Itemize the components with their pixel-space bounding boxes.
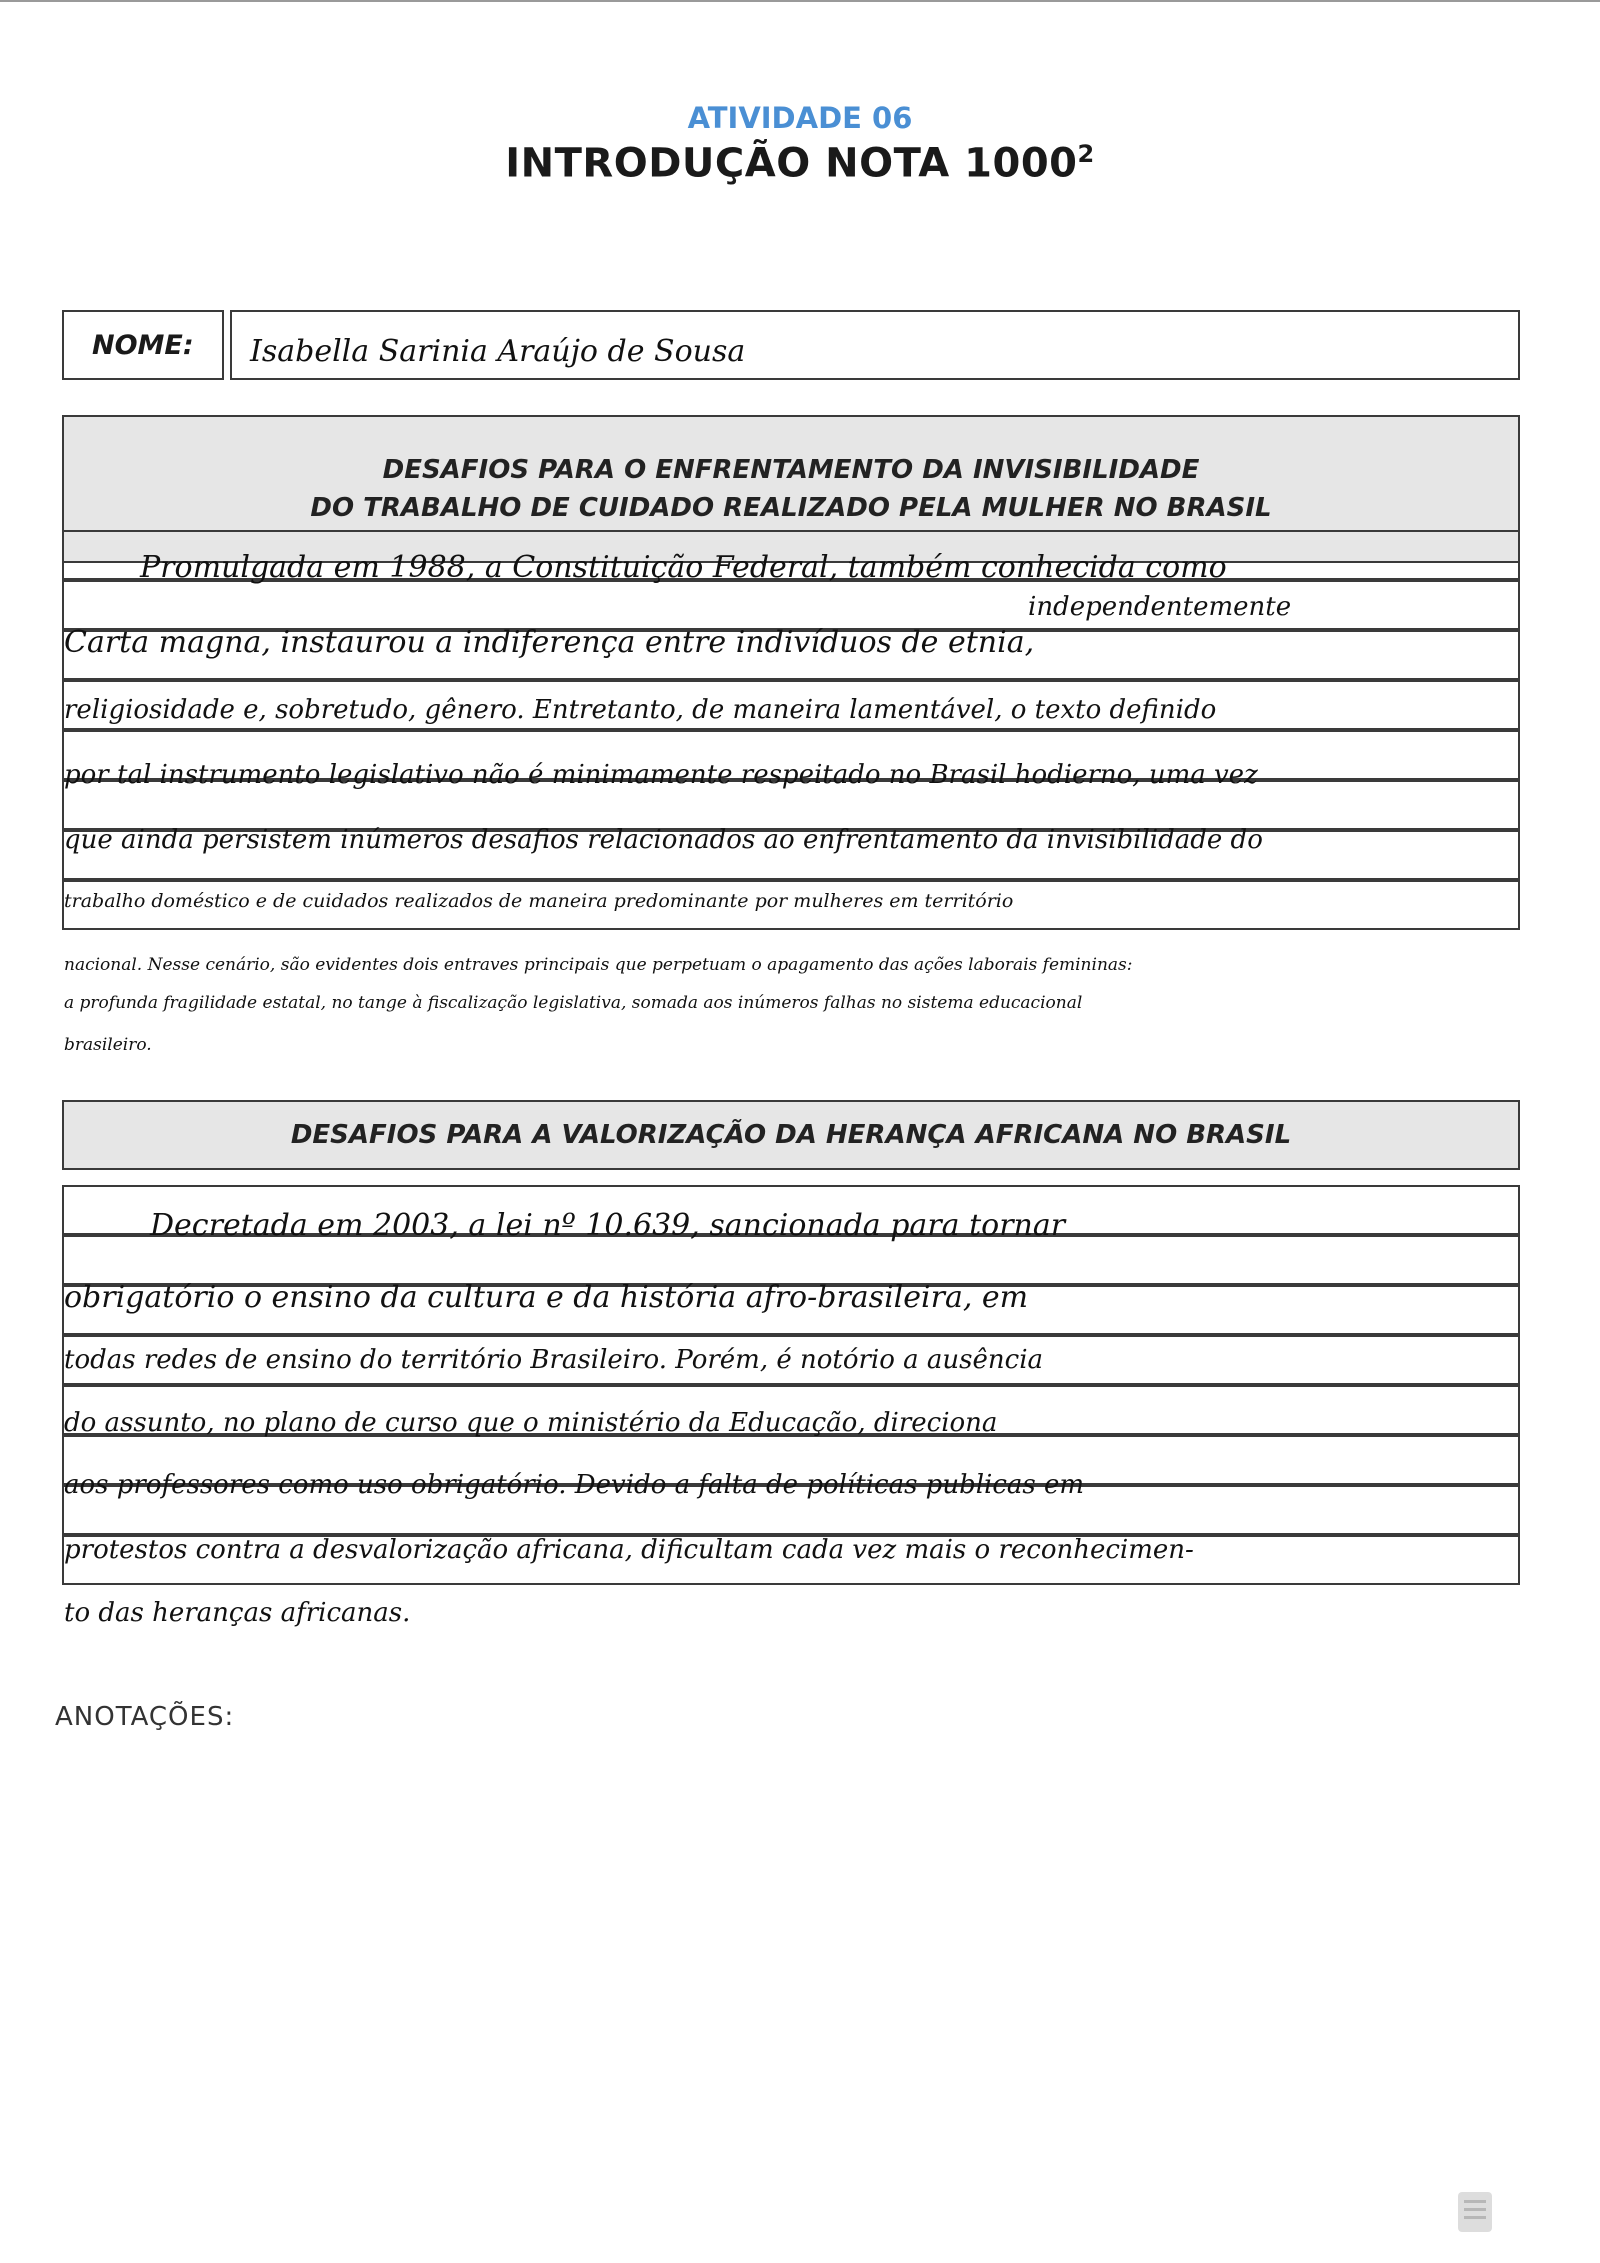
top-rule	[0, 0, 1600, 2]
section1-text-line-8: a profunda fragilidade estatal, no tange à fiscalização legislativa, somada aos inúmeros falhas no sistema educacional	[64, 993, 1083, 1013]
activity-label: ATIVIDADE 06	[687, 101, 913, 135]
section1-text-line-4: por tal instrumento legislativo não é minimamente respeitado no Brasil hodierno, uma vez	[64, 760, 1258, 790]
page-title	[0, 140, 1600, 186]
section1-line-box-2	[62, 580, 1520, 630]
page-title-text: INTRODUÇÃO NOTA 1000	[505, 140, 1078, 187]
name-value: Isabella Sarinia Araújo de Sousa	[250, 334, 746, 369]
section2-text-line-2: obrigatório o ensino da cultura e da história afro-brasileira, em	[64, 1280, 1029, 1315]
section1-text-line-9: brasileiro.	[64, 1035, 152, 1055]
section1-text-line-6: trabalho doméstico e de cuidados realizados de maneira predominante por mulheres em território	[64, 890, 1014, 912]
section1-text-line-7: nacional. Nesse cenário, são evidentes dois entraves principais que perpetuam o apagamento das ações laborais femininas:	[64, 955, 1133, 975]
page-title-superscript: 2	[1077, 140, 1095, 168]
section2-heading-text: DESAFIOS PARA A VALORIZAÇÃO DA HERANÇA AFRICANA NO BRASIL	[290, 1120, 1292, 1150]
section1-text-line-2: Carta magna, instaurou a indiferença entre indivíduos de etnia,	[64, 625, 1035, 660]
name-label-box	[62, 310, 224, 380]
section2-text-line-7: to das heranças africanas.	[64, 1598, 411, 1628]
section1-heading-line2: DO TRABALHO DE CUIDADO REALIZADO PELA MULHER NO BRASIL	[310, 493, 1272, 523]
section2-text-line-4: do assunto, no plano de curso que o ministério da Educação, direciona	[64, 1408, 998, 1438]
annotations-label: ANOTAÇÕES:	[55, 1702, 235, 1732]
name-label: NOME:	[92, 330, 194, 361]
section1-text-line-5: que ainda persistem inúmeros desafios relacionados ao enfrentamento da invisibilidade do	[64, 825, 1263, 855]
section2-text-line-5: aos professores como uso obrigatório. Devido a falta de políticas publicas em	[64, 1470, 1085, 1500]
section1-heading-line1: DESAFIOS PARA O ENFRENTAMENTO DA INVISIBILIDADE	[382, 455, 1200, 485]
section2-text-line-6: protestos contra a desvalorização africana, dificultam cada vez mais o reconhecimen-	[64, 1535, 1194, 1565]
section2-text-line-1: Decretada em 2003, a lei nº 10.639, sancionada para tornar	[150, 1208, 1066, 1243]
name-field[interactable]	[230, 310, 1520, 380]
section1-insertion: independentemente	[1028, 592, 1292, 622]
section2-heading	[62, 1100, 1520, 1170]
section2-text-line-3: todas redes de ensino do território Brasileiro. Porém, é notório a ausência	[64, 1345, 1044, 1375]
section1-text-line-1: Promulgada em 1988, a Constituição Federal, também conhecida como	[140, 550, 1227, 585]
section1-text-line-3: religiosidade e, sobretudo, gênero. Entretanto, de maneira lamentável, o texto definido	[64, 695, 1217, 725]
page-stamp-icon	[1458, 2192, 1492, 2232]
